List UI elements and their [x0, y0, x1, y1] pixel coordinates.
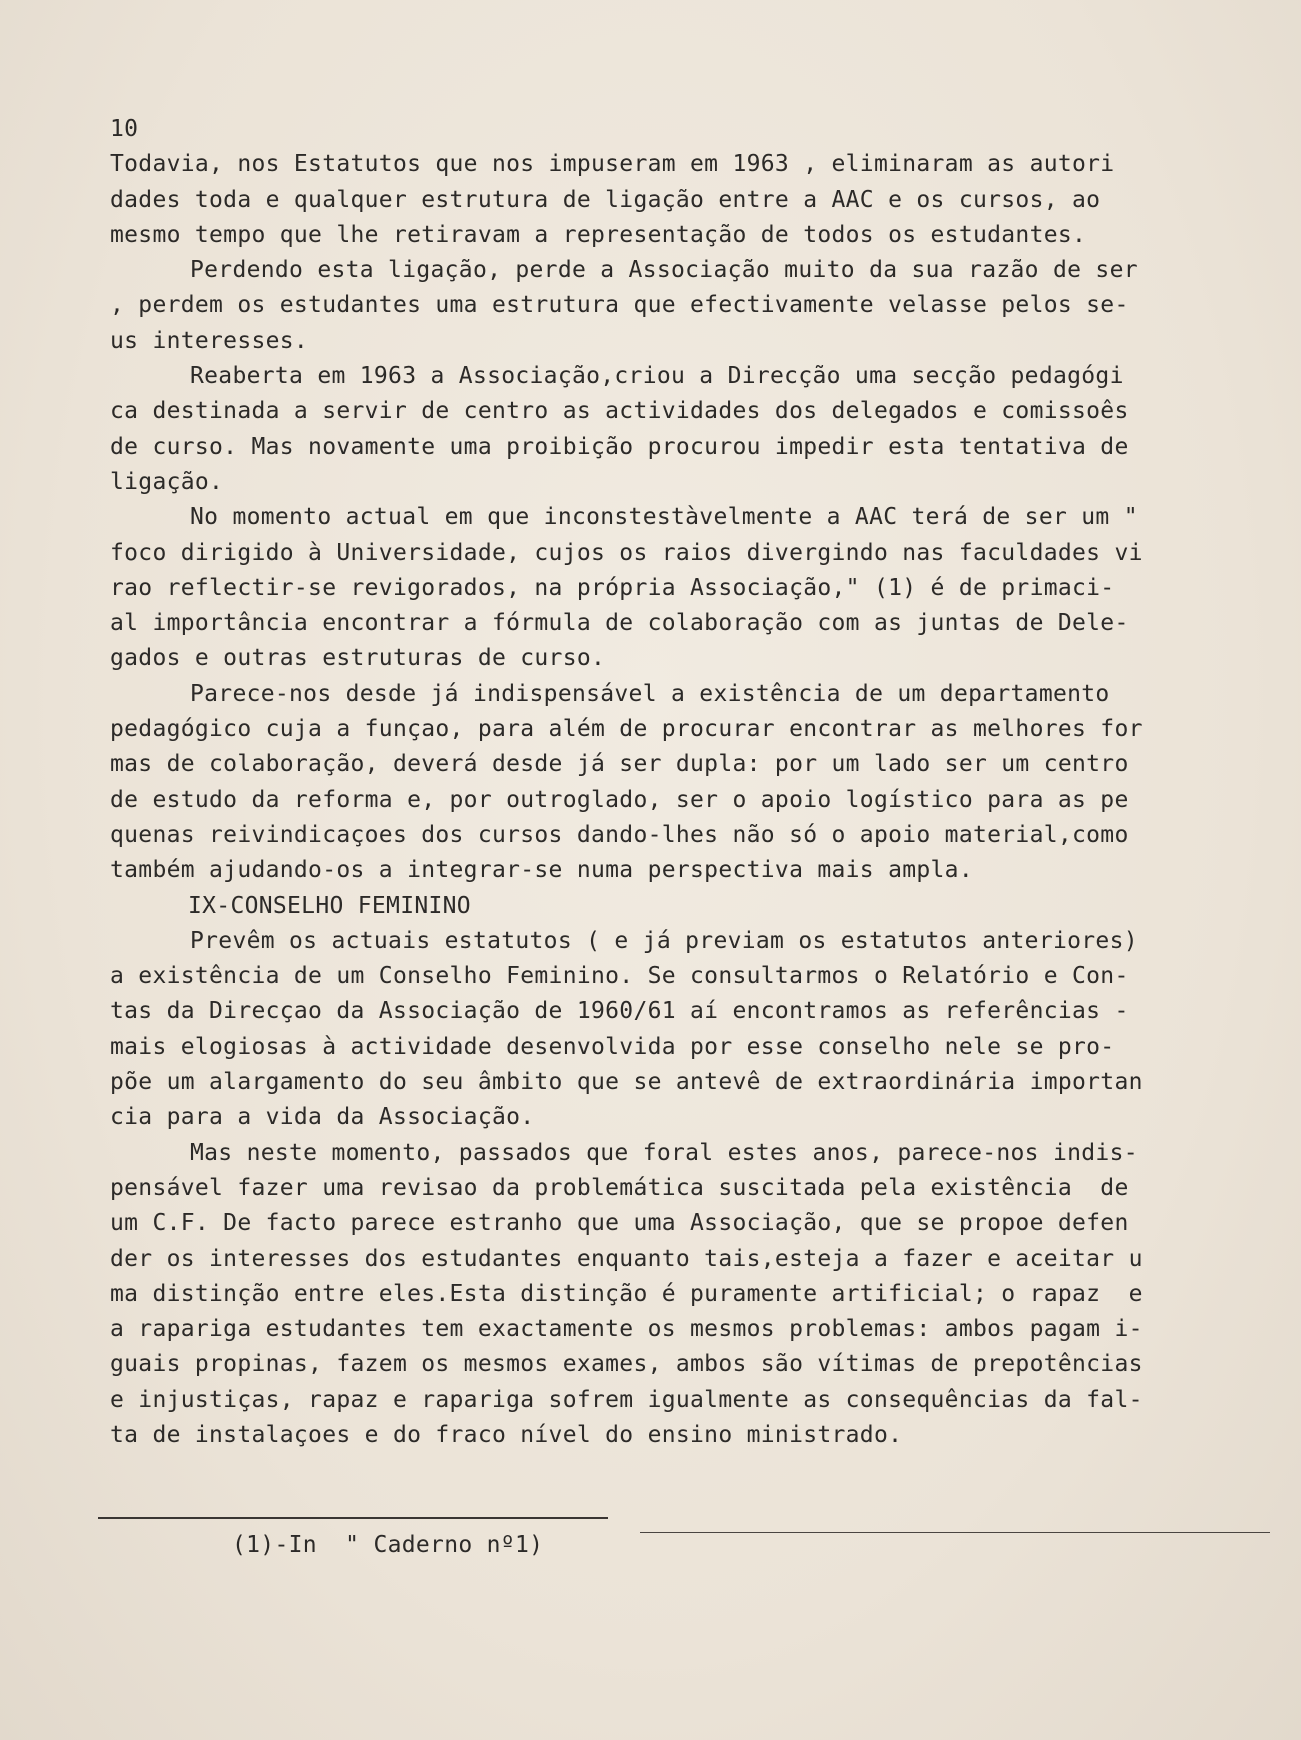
text-line: Reaberta em 1963 a Associação,criou a Direcção uma secção pedagógi: [190, 363, 1124, 390]
footnote-divider: [98, 1517, 608, 1519]
text-line: Perdendo esta ligação, perde a Associação muito da sua razão de ser: [190, 257, 1138, 284]
text-line: cia para a vida da Associação.: [110, 1104, 535, 1131]
text-line: quenas reivindicaçoes dos cursos dando-lhes não só o apoio material,como: [110, 821, 1129, 848]
text-line: gados e outras estruturas de curso.: [110, 645, 606, 672]
text-line: pensável fazer uma revisao da problemática suscitada pela existência de: [110, 1174, 1129, 1201]
text-line: der os interesses dos estudantes enquanto tais,esteja a fazer e aceitar u: [110, 1245, 1143, 1272]
text-line: ta de instalaçoes e do fraco nível do ensino ministrado.: [110, 1421, 903, 1448]
text-line: Prevêm os actuais estatutos ( e já previam os estatutos anteriores): [190, 927, 1138, 954]
text-line: dades toda e qualquer estrutura de ligação entre a AAC e os cursos, ao: [110, 186, 1101, 213]
text-line: Todavia, nos Estatutos que nos impuseram em 1963 , eliminaram as autori: [110, 151, 1115, 178]
text-line: al importância encontrar a fórmula de colaboração com as juntas de Dele-: [110, 610, 1129, 637]
text-line: ligação.: [110, 468, 224, 495]
text-line: guais propinas, fazem os mesmos exames, ambos são vítimas de prepotências: [110, 1351, 1143, 1378]
text-line: de curso. Mas novamente uma proibição procurou impedir esta tentativa de: [110, 433, 1129, 460]
text-line: e injustiças, rapaz e rapariga sofrem igualmente as consequências da fal-: [110, 1386, 1143, 1413]
text-line: a rapariga estudantes tem exactamente os mesmos problemas: ambos pagam i-: [110, 1316, 1143, 1343]
text-line: mas de colaboração, deverá desde já ser dupla: por um lado ser um centro: [110, 751, 1129, 778]
text-line: No momento actual em que inconstestàvelmente a AAC terá de ser um ": [190, 504, 1138, 531]
section-heading: IX-CONSELHO FEMININO: [188, 892, 471, 919]
text-line: ma distinção entre eles.Esta distinção é puramente artificial; o rapaz e: [110, 1280, 1143, 1307]
text-line: mais elogiosas à actividade desenvolvida por esse conselho nele se pro-: [110, 1033, 1115, 1060]
text-line: de estudo da reforma e, por outroglado, ser o apoio logístico para as pe: [110, 786, 1129, 813]
text-line: mesmo tempo que lhe retiravam a representação de todos os estudantes.: [110, 221, 1087, 248]
text-line: Parece-nos desde já indispensável a existência de um departamento: [190, 680, 1110, 707]
text-line: pedagógico cuja a funçao, para além de procurar encontrar as melhores for: [110, 716, 1143, 743]
text-line: , perdem os estudantes uma estrutura que efectivamente velasse pelos se-: [110, 292, 1129, 319]
text-line: us interesses.: [110, 327, 309, 354]
text-line: rao reflectir-se revigorados, na própria Associação," (1) é de primaci-: [110, 574, 1115, 601]
text-line: tas da Direcçao da Associação de 1960/61 aí encontramos as referências -: [110, 998, 1129, 1025]
footnote: (1)-In " Caderno nº1): [232, 1532, 544, 1558]
text-line: fοco dirigido à Universidade, cujos os raios divergindo nas faculdades vi: [110, 539, 1143, 566]
text-line: a existência de um Conselho Feminino. Se consultarmos o Relatório e Con-: [110, 963, 1129, 990]
page-number: 10: [110, 116, 139, 142]
text-line: põe um alargamento do seu âmbito que se antevê de extraordinária importan: [110, 1069, 1143, 1096]
text-line: Mas neste momento, passados que foral estes anos, parece-nos indis-: [190, 1139, 1138, 1166]
text-line: um C.F. De facto parece estranho que uma Associação, que se propoe defen: [110, 1210, 1129, 1237]
text-line: ca destinada a servir de centro as actividades dos delegados e comissoês: [110, 398, 1129, 425]
footnote-divider-right: [640, 1532, 1270, 1533]
text-line: também ajudando-os a integrar-se numa perspectiva mais ampla.: [110, 857, 973, 884]
body-text: [110, 112, 1260, 1453]
